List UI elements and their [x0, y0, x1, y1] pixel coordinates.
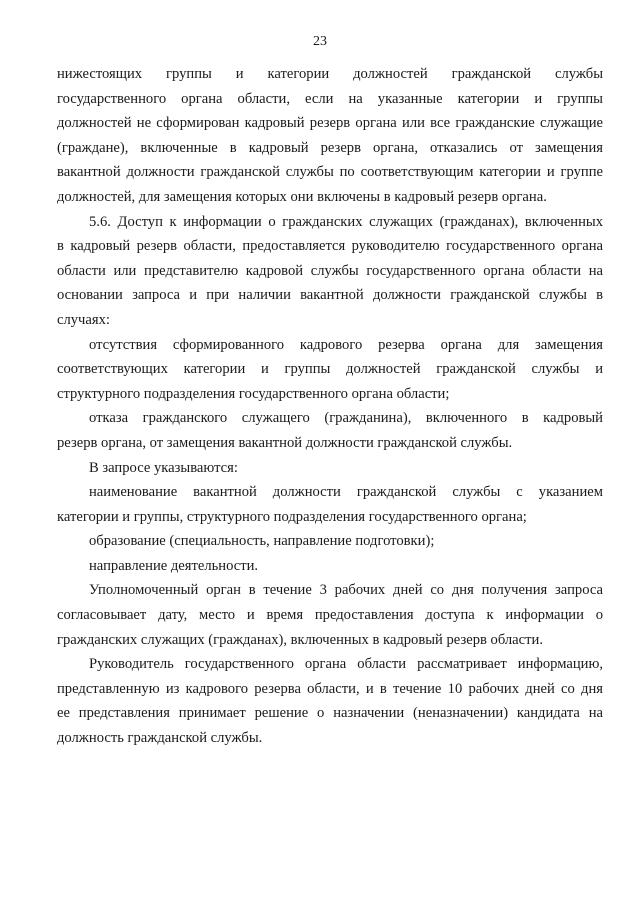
- paragraph: [57, 210, 603, 333]
- text-line: Уполномоченный орган в течение 3 рабочих дней со дня получения запроса: [89, 582, 603, 599]
- paragraph: [57, 554, 603, 579]
- text-line: наименование вакантной должности гражданской службы с указанием: [89, 484, 603, 501]
- text-line: случаях:: [57, 311, 110, 328]
- text-line: основании запроса и при наличии вакантной должности гражданской службы в: [57, 287, 603, 304]
- text-line: вакантной должности гражданской службы по соответствующим категории и группе: [57, 164, 603, 181]
- text-line: нижестоящих группы и категории должностей гражданской службы: [57, 66, 603, 82]
- text-line: отказа гражданского служащего (гражданина), включенного в кадровый: [89, 410, 603, 427]
- paragraph: [57, 62, 603, 210]
- text-line: В запросе указываются:: [89, 459, 238, 476]
- text-line: структурного подразделения государственного органа области;: [57, 385, 450, 402]
- text-line: гражданских служащих (гражданах), включенных в кадровый резерв области.: [57, 631, 543, 648]
- paragraph: [57, 333, 603, 407]
- text-line: государственного органа области, если на указанные категории и группы: [57, 90, 603, 107]
- text-line: должностей, для замещения которых они включены в кадровый резерв органа.: [57, 188, 547, 205]
- paragraph: [57, 456, 603, 481]
- text-line: области или представителю кадровой службы государственного органа области на: [57, 262, 603, 279]
- text-line: 5.6. Доступ к информации о гражданских служащих (гражданах), включенных: [89, 213, 603, 230]
- paragraph: [57, 480, 603, 529]
- text-line: должность гражданской службы.: [57, 730, 263, 747]
- text-line: направление деятельности.: [89, 557, 259, 574]
- text-line: представленную из кадрового резерва области, и в течение 10 рабочих дней со дня: [57, 680, 603, 697]
- text-line: категории и группы, структурного подразделения государственного органа;: [57, 508, 527, 525]
- text-line: согласовывает дату, место и время предоставления доступа к информации о: [57, 607, 603, 624]
- paragraph: [57, 652, 603, 750]
- text-line: должностей не сформирован кадровый резерв органа или все гражданские служащие: [57, 115, 603, 132]
- text-line: отсутствия сформированного кадрового резерва органа для замещения: [89, 336, 603, 353]
- text-line: соответствующих категории и группы должностей гражданской службы и: [57, 361, 603, 378]
- text-line: (граждане), включенные в кадровый резерв органа, отказались от замещения: [57, 139, 603, 156]
- text-line: в кадровый резерв области, предоставляется руководителю государственного органа: [57, 238, 603, 255]
- text-line: Руководитель государственного органа области рассматривает информацию,: [89, 656, 603, 673]
- text-line: ее представления принимает решение о назначении (неназначении) кандидата на: [57, 705, 603, 722]
- paragraph: [57, 529, 603, 554]
- paragraph: [57, 406, 603, 455]
- page-number: 23: [313, 34, 327, 49]
- document-body: [57, 62, 603, 751]
- text-line: образование (специальность, направление подготовки);: [89, 533, 435, 550]
- text-line: резерв органа, от замещения вакантной должности гражданской службы.: [57, 434, 513, 451]
- paragraph: [57, 578, 603, 652]
